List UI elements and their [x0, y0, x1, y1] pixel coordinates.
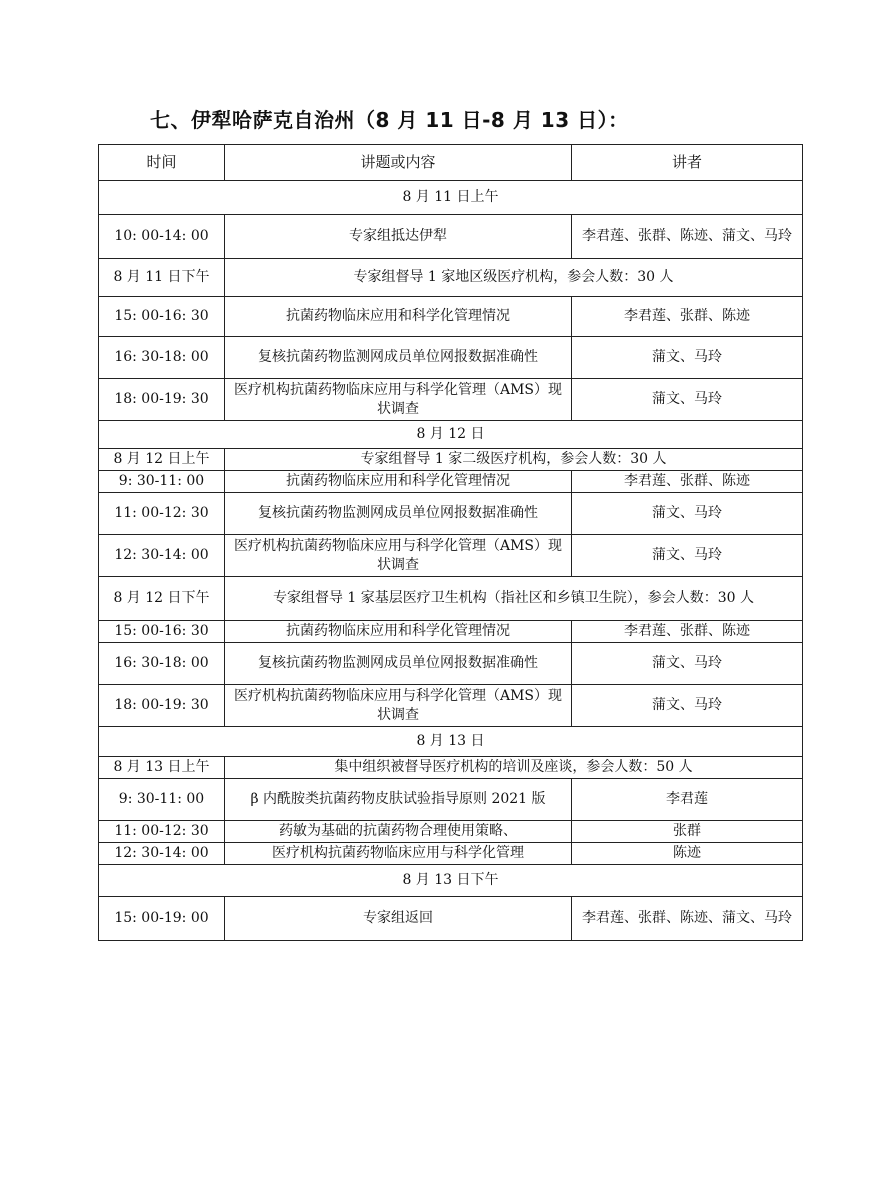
table-row — [99, 843, 803, 865]
content-cell: β 内酰胺类抗菌药物皮肤试验指导原则 2021 版 — [225, 779, 572, 821]
speaker-cell: 李君莲 — [572, 779, 803, 821]
speaker-cell: 蒲文、马玲 — [572, 685, 803, 727]
time-cell: 18: 00-19: 30 — [99, 379, 225, 421]
speaker-cell: 李君莲、张群、陈迹 — [572, 297, 803, 337]
header-content: 讲题或内容 — [225, 145, 572, 181]
session-time: 8 月 13 日上午 — [99, 757, 225, 779]
content-cell: 复核抗菌药物监测网成员单位网报数据准确性 — [225, 493, 572, 535]
content-cell: 专家组返回 — [225, 897, 572, 941]
speaker-cell: 李君莲、张群、陈迹、蒲文、马玲 — [572, 215, 803, 259]
content-cell: 复核抗菌药物监测网成员单位网报数据准确性 — [225, 643, 572, 685]
content-cell: 药敏为基础的抗菌药物合理使用策略、 — [225, 821, 572, 843]
time-cell: 16: 30-18: 00 — [99, 643, 225, 685]
content-cell: 医疗机构抗菌药物临床应用与科学化管理（AMS）现状调查 — [225, 685, 572, 727]
speaker-cell: 蒲文、马玲 — [572, 337, 803, 379]
content-cell: 抗菌药物临床应用和科学化管理情况 — [225, 621, 572, 643]
time-cell: 12: 30-14: 00 — [99, 535, 225, 577]
header-speaker: 讲者 — [572, 145, 803, 181]
header-time: 时间 — [99, 145, 225, 181]
schedule-body — [99, 181, 803, 941]
table-row — [99, 535, 803, 577]
section-label: 8 月 13 日下午 — [99, 865, 803, 897]
speaker-cell: 张群 — [572, 821, 803, 843]
section-label: 8 月 12 日 — [99, 421, 803, 449]
session-description: 集中组织被督导医疗机构的培训及座谈，参会人数：50 人 — [225, 757, 803, 779]
session-description: 专家组督导 1 家地区级医疗机构，参会人数：30 人 — [225, 259, 803, 297]
table-row — [99, 379, 803, 421]
table-row — [99, 821, 803, 843]
section-label: 8 月 11 日上午 — [99, 181, 803, 215]
time-cell: 15: 00-19: 00 — [99, 897, 225, 941]
speaker-cell: 陈迹 — [572, 843, 803, 865]
section-row — [99, 865, 803, 897]
table-row — [99, 685, 803, 727]
speaker-cell: 蒲文、马玲 — [572, 535, 803, 577]
time-cell: 11: 00-12: 30 — [99, 821, 225, 843]
table-row — [99, 337, 803, 379]
section-label: 8 月 13 日 — [99, 727, 803, 757]
session-row — [99, 449, 803, 471]
table-row — [99, 643, 803, 685]
speaker-cell: 蒲文、马玲 — [572, 379, 803, 421]
time-cell: 15: 00-16: 30 — [99, 297, 225, 337]
table-row — [99, 779, 803, 821]
table-row — [99, 897, 803, 941]
content-cell: 医疗机构抗菌药物临床应用与科学化管理（AMS）现状调查 — [225, 535, 572, 577]
table-header-row — [99, 145, 803, 181]
time-cell: 16: 30-18: 00 — [99, 337, 225, 379]
time-cell: 18: 00-19: 30 — [99, 685, 225, 727]
session-time: 8 月 12 日下午 — [99, 577, 225, 621]
content-cell: 医疗机构抗菌药物临床应用与科学化管理（AMS）现状调查 — [225, 379, 572, 421]
table-row — [99, 621, 803, 643]
speaker-cell: 李君莲、张群、陈迹 — [572, 621, 803, 643]
content-cell: 专家组抵达伊犁 — [225, 215, 572, 259]
table-row — [99, 471, 803, 493]
table-row — [99, 215, 803, 259]
speaker-cell: 李君莲、张群、陈迹 — [572, 471, 803, 493]
content-cell: 医疗机构抗菌药物临床应用与科学化管理 — [225, 843, 572, 865]
session-row — [99, 259, 803, 297]
speaker-cell: 蒲文、马玲 — [572, 643, 803, 685]
session-description: 专家组督导 1 家基层医疗卫生机构（指社区和乡镇卫生院），参会人数：30 人 — [225, 577, 803, 621]
time-cell: 9: 30-11: 00 — [99, 471, 225, 493]
session-time: 8 月 11 日下午 — [99, 259, 225, 297]
time-cell: 12: 30-14: 00 — [99, 843, 225, 865]
time-cell: 15: 00-16: 30 — [99, 621, 225, 643]
section-row — [99, 181, 803, 215]
speaker-cell: 蒲文、马玲 — [572, 493, 803, 535]
section-row — [99, 421, 803, 449]
table-row — [99, 493, 803, 535]
schedule-table — [98, 144, 803, 941]
content-cell: 抗菌药物临床应用和科学化管理情况 — [225, 297, 572, 337]
section-row — [99, 727, 803, 757]
speaker-cell: 李君莲、张群、陈迹、蒲文、马玲 — [572, 897, 803, 941]
table-row — [99, 297, 803, 337]
session-row — [99, 577, 803, 621]
session-time: 8 月 12 日上午 — [99, 449, 225, 471]
content-cell: 抗菌药物临床应用和科学化管理情况 — [225, 471, 572, 493]
time-cell: 10: 00-14: 00 — [99, 215, 225, 259]
content-cell: 复核抗菌药物监测网成员单位网报数据准确性 — [225, 337, 572, 379]
time-cell: 9: 30-11: 00 — [99, 779, 225, 821]
page-title: 七、伊犁哈萨克自治州（8 月 11 日-8 月 13 日）： — [150, 108, 629, 132]
time-cell: 11: 00-12: 30 — [99, 493, 225, 535]
session-row — [99, 757, 803, 779]
session-description: 专家组督导 1 家二级医疗机构，参会人数：30 人 — [225, 449, 803, 471]
